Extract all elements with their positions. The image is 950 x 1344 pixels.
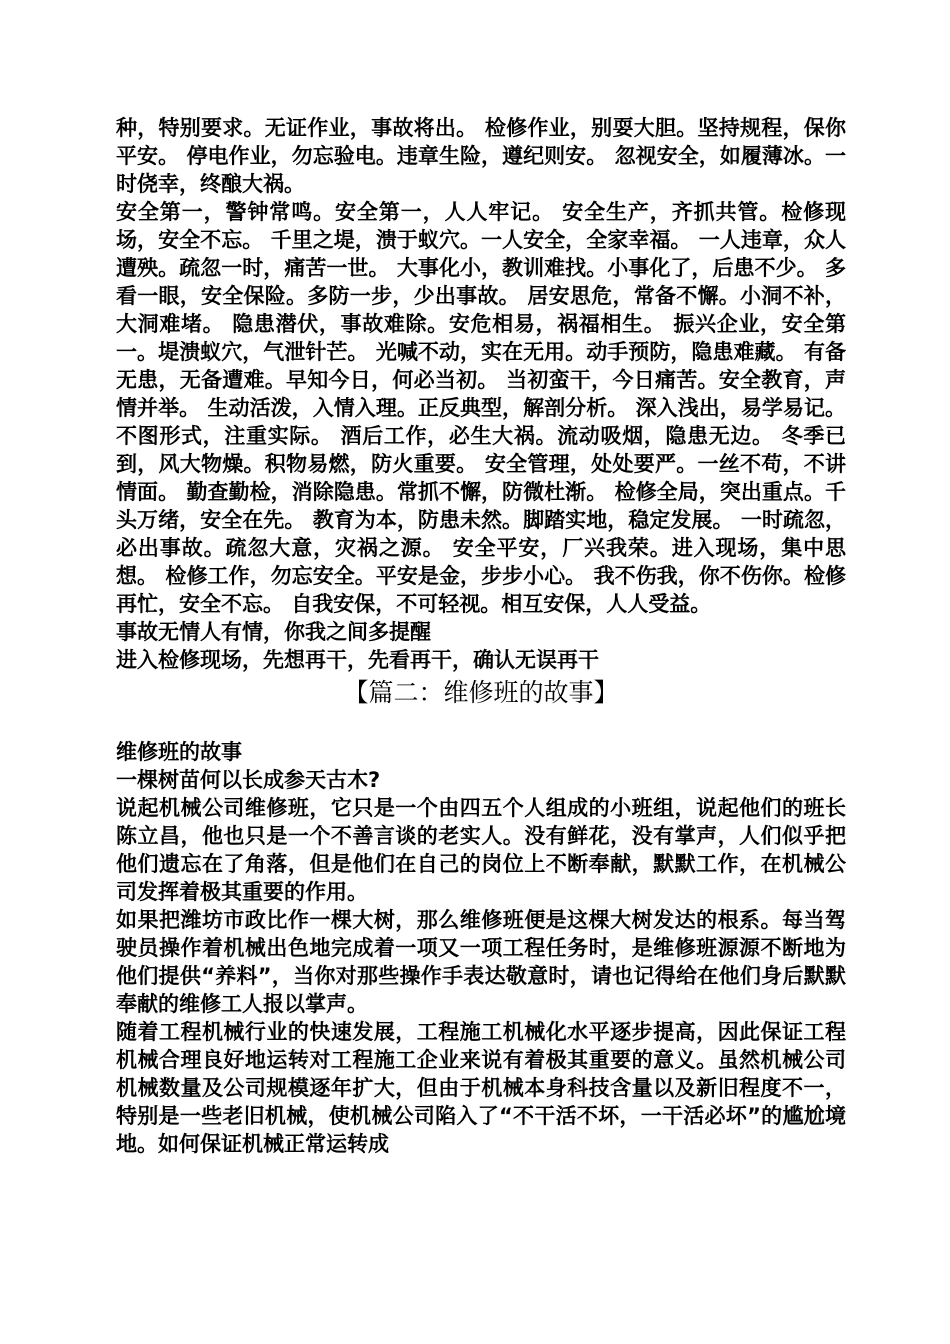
document-body	[116, 114, 846, 1158]
story-title: 维修班的故事	[116, 740, 242, 764]
story-subtitle: 一棵树苗何以长成参天古木?	[116, 768, 381, 792]
slogan-line-reminder: 事故无情人有情，你我之间多提醒	[116, 620, 431, 644]
story-body	[116, 738, 846, 1158]
story-paragraph-2: 如果把潍坊市政比作一棵大树，那么维修班便是这棵大树发达的根系。每当驾驶员操作着机械出色地完成着一项又一项工程任务时，是维修班源源不断地为他们提供“养料”，当你对那些操作手表达敬意时，请也记得给在他们身后默默奉献的维修工人报以掌声。	[116, 908, 846, 1016]
story-paragraph-1: 说起机械公司维修班，它只是一个由四五个人组成的小班组，说起他们的班长陈立昌，他也只是一个不善言谈的老实人。没有鲜花，没有掌声，人们似乎把他们遗忘在了角落，但是他们在自己的岗位上不断奉献，默默工作，在机械公司发挥着极其重要的作用。	[116, 796, 846, 904]
story-paragraph-3: 随着工程机械行业的快速发展，工程施工机械化水平逐步提高，因此保证工程机械合理良好地运转对工程施工企业来说有着极其重要的意义。虽然机械公司机械数量及公司规模逐年扩大，但由于机械本身科技含量以及新旧程度不一，特别是一些老旧机械，使机械公司陷入了“不干活不坏，一干活必坏”的尴尬境地。如何保证机械正常运转成	[116, 1020, 846, 1156]
slogan-line-inspection: 进入检修现场，先想再干，先看再干，确认无误再干	[116, 648, 599, 672]
slogan-paragraph-1: 种，特别要求。无证作业，事故将出。 检修作业，别耍大胆。坚持规程，保你平安。 停电作业，勿忘验电。违章生险，遵纪则安。 忽视安全，如履薄冰。一时侥幸，终酿大祸。	[116, 116, 846, 196]
slogan-paragraph-2: 安全第一，警钟常鸣。安全第一，人人牢记。 安全生产，齐抓共管。检修现场，安全不忘。 千里之堤，溃于蚁穴。一人安全，全家幸福。 一人违章，众人遭殃。疏忽一时，痛苦一世。 大事化小，教训难找。小事化了，后患不少。 多看一眼，安全保险。多防一步，少出事故。 居安思危，常备不懈。小洞不补，大洞难堵。 隐患潜伏，事故难除。安危相易，祸福相生。 振兴企业，安全第一。堤溃蚁穴，气泄针芒。 光喊不动，实在无用。动手预防，隐患难藏。 有备无患，无备遭难。早知今日，何必当初。 当初蛮干，今日痛苦。安全教育，声情并举。 生动活泼，入情入理。正反典型，解剖分析。 深入浅出，易学易记。不图形式，注重实际。 酒后工作，必生大祸。流动吸烟，隐患无边。 冬季已到，风大物燥。积物易燃，防火重要。 安全管理，处处要严。一丝不苟，不讲情面。 勤查勤检，消除隐患。常抓不懈，防微杜渐。 检修全局，突出重点。千头万绪，安全在先。 教育为本，防患未然。脚踏实地，稳定发展。 一时疏忽，必出事故。疏忽大意，灾祸之源。 安全平安，厂兴我荣。进入现场，集中思想。 检修工作，勿忘安全。平安是金，步步小心。 我不伤我，你不伤你。检修再忙，安全不忘。 自我安保，不可轻视。相互安保，人人受益。	[116, 200, 846, 616]
section-heading: 【篇二：维修班的故事】	[343, 678, 619, 707]
safety-slogans	[116, 114, 846, 674]
